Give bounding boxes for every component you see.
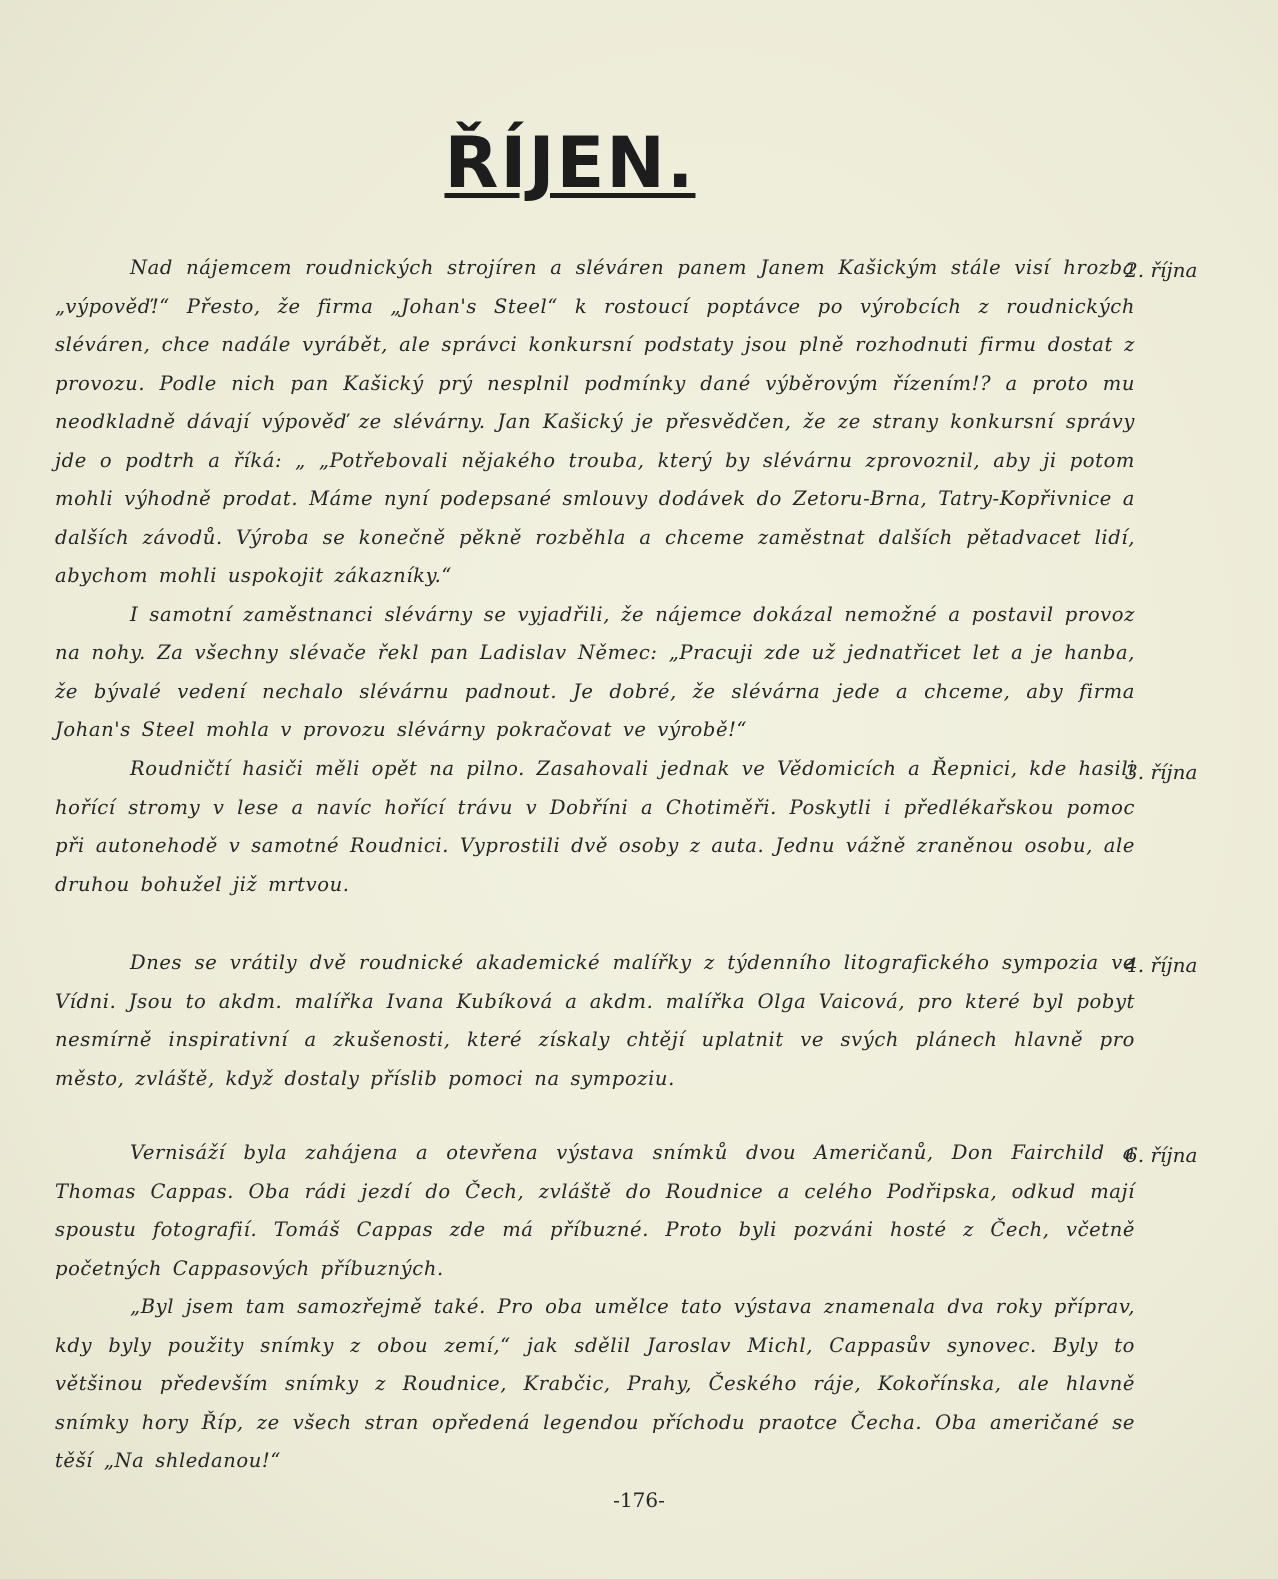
chronicle-entry xyxy=(55,249,1135,750)
entry-paragraph: Vernisáží byla zahájena a otevřena výstava snímků dvou Američanů, Don Fairchild a Thomas Cappas. Oba rádi jezdí do Čech, zvláště do Roudnice a celého Podřipska, odkud mají spoustu fotografií. Tomáš Cappas zde má příbuzné. Proto byli pozváni hosté z Čech, včetně početných Cappasových příbuzných. xyxy=(55,1141,1135,1280)
chronicle-entry xyxy=(55,750,1135,904)
chronicle-entry xyxy=(55,1134,1135,1481)
entry-paragraph: „Byl jsem tam samozřejmě také. Pro oba umělce tato výstava znamenala dva roky příprav, kdy byly použity snímky z obou zemí,“ jak sdělil Jaroslav Michl, Cappasův synovec. Byly to většinou především snímky z Roudnice, Krabčic, Prahy, Českého ráje, Kokořínska, ale hlavně snímky hory Říp, ze všech stran opředená legendou příchodu praotce Čecha. Oba američané se těší „Na shledanou!“ xyxy=(55,1295,1135,1472)
entry-date: 2. října xyxy=(1125,258,1198,282)
page-title: ŘÍJEN. xyxy=(444,122,696,204)
chronicle-entry xyxy=(55,944,1135,1098)
entry-date: 6. října xyxy=(1125,1143,1198,1167)
entry-paragraph: I samotní zaměstnanci slévárny se vyjadřili, že nájemce dokázal nemožné a postavil provoz na nohy. Za všechny slévače řekl pan Ladislav Němec: „Pracuji zde už jednatřicet let a je hanba, že bývalé vedení nechalo slévárnu padnout. Je dobré, že slévárna jede a chceme, aby firma Johan's Steel mohla v provozu slévárny pokračovat ve výrobě!“ xyxy=(55,602,1135,741)
entry-paragraph: Nad nájemcem roudnických strojíren a sléváren panem Janem Kašickým stále visí hrozba „výpověď!“ Přesto, že firma „Johan's Steel“ k rostoucí poptávce po výrobcích z roudnických sléváren, chce nadále vyrábět, ale správci konkursní podstaty jsou plně rozhodnuti firmu dostat z provozu. Podle nich pan Kašický prý nesplnil podmínky dané výběrovým řízením!? a proto mu neodkladně dávají výpověď ze slévárny. Jan Kašický je přesvědčen, že ze strany konkursní správy jde o podtrh a říká: „ „Potřebovali nějakého trouba, který by slévárnu zprovoznil, aby ji potom mohli výhodně prodat. Máme nyní podepsané smlouvy dodávek do Zetoru-Brna, Tatry-Kopřivnice a dalších závodů. Výroba se konečně pěkně rozběhla a chceme zaměstnat dalších pětadvacet lidí, abychom mohli uspokojit zákazníky.“ xyxy=(55,256,1135,587)
entry-paragraph: Dnes se vrátily dvě roudnické akademické malířky z týdenního litografického sympozia ve Vídni. Jsou to akdm. malířka Ivana Kubíková a akdm. malířka Olga Vaicová, pro které byl pobyt nesmírně inspirativní a zkušenosti, které získaly chtějí uplatnit ve svých plánech hlavně pro město, zvláště, když dostaly příslib pomoci na sympoziu. xyxy=(55,951,1135,1090)
entry-date: 3. října xyxy=(1125,760,1198,784)
page-number: -176- xyxy=(613,1488,665,1512)
entry-paragraph: Roudničtí hasiči měli opět na pilno. Zasahovali jednak ve Vědomicích a Řepnici, kde hasili hořící stromy v lese a navíc hořící trávu v Dobříni a Chotiměři. Poskytli i předlékařskou pomoc při autonehodě v samotné Roudnici. Vyprostili dvě osoby z auta. Jednu vážně zraněnou osobu, ale druhou bohužel již mrtvou. xyxy=(55,757,1135,896)
entry-date: 4. října xyxy=(1125,953,1198,977)
